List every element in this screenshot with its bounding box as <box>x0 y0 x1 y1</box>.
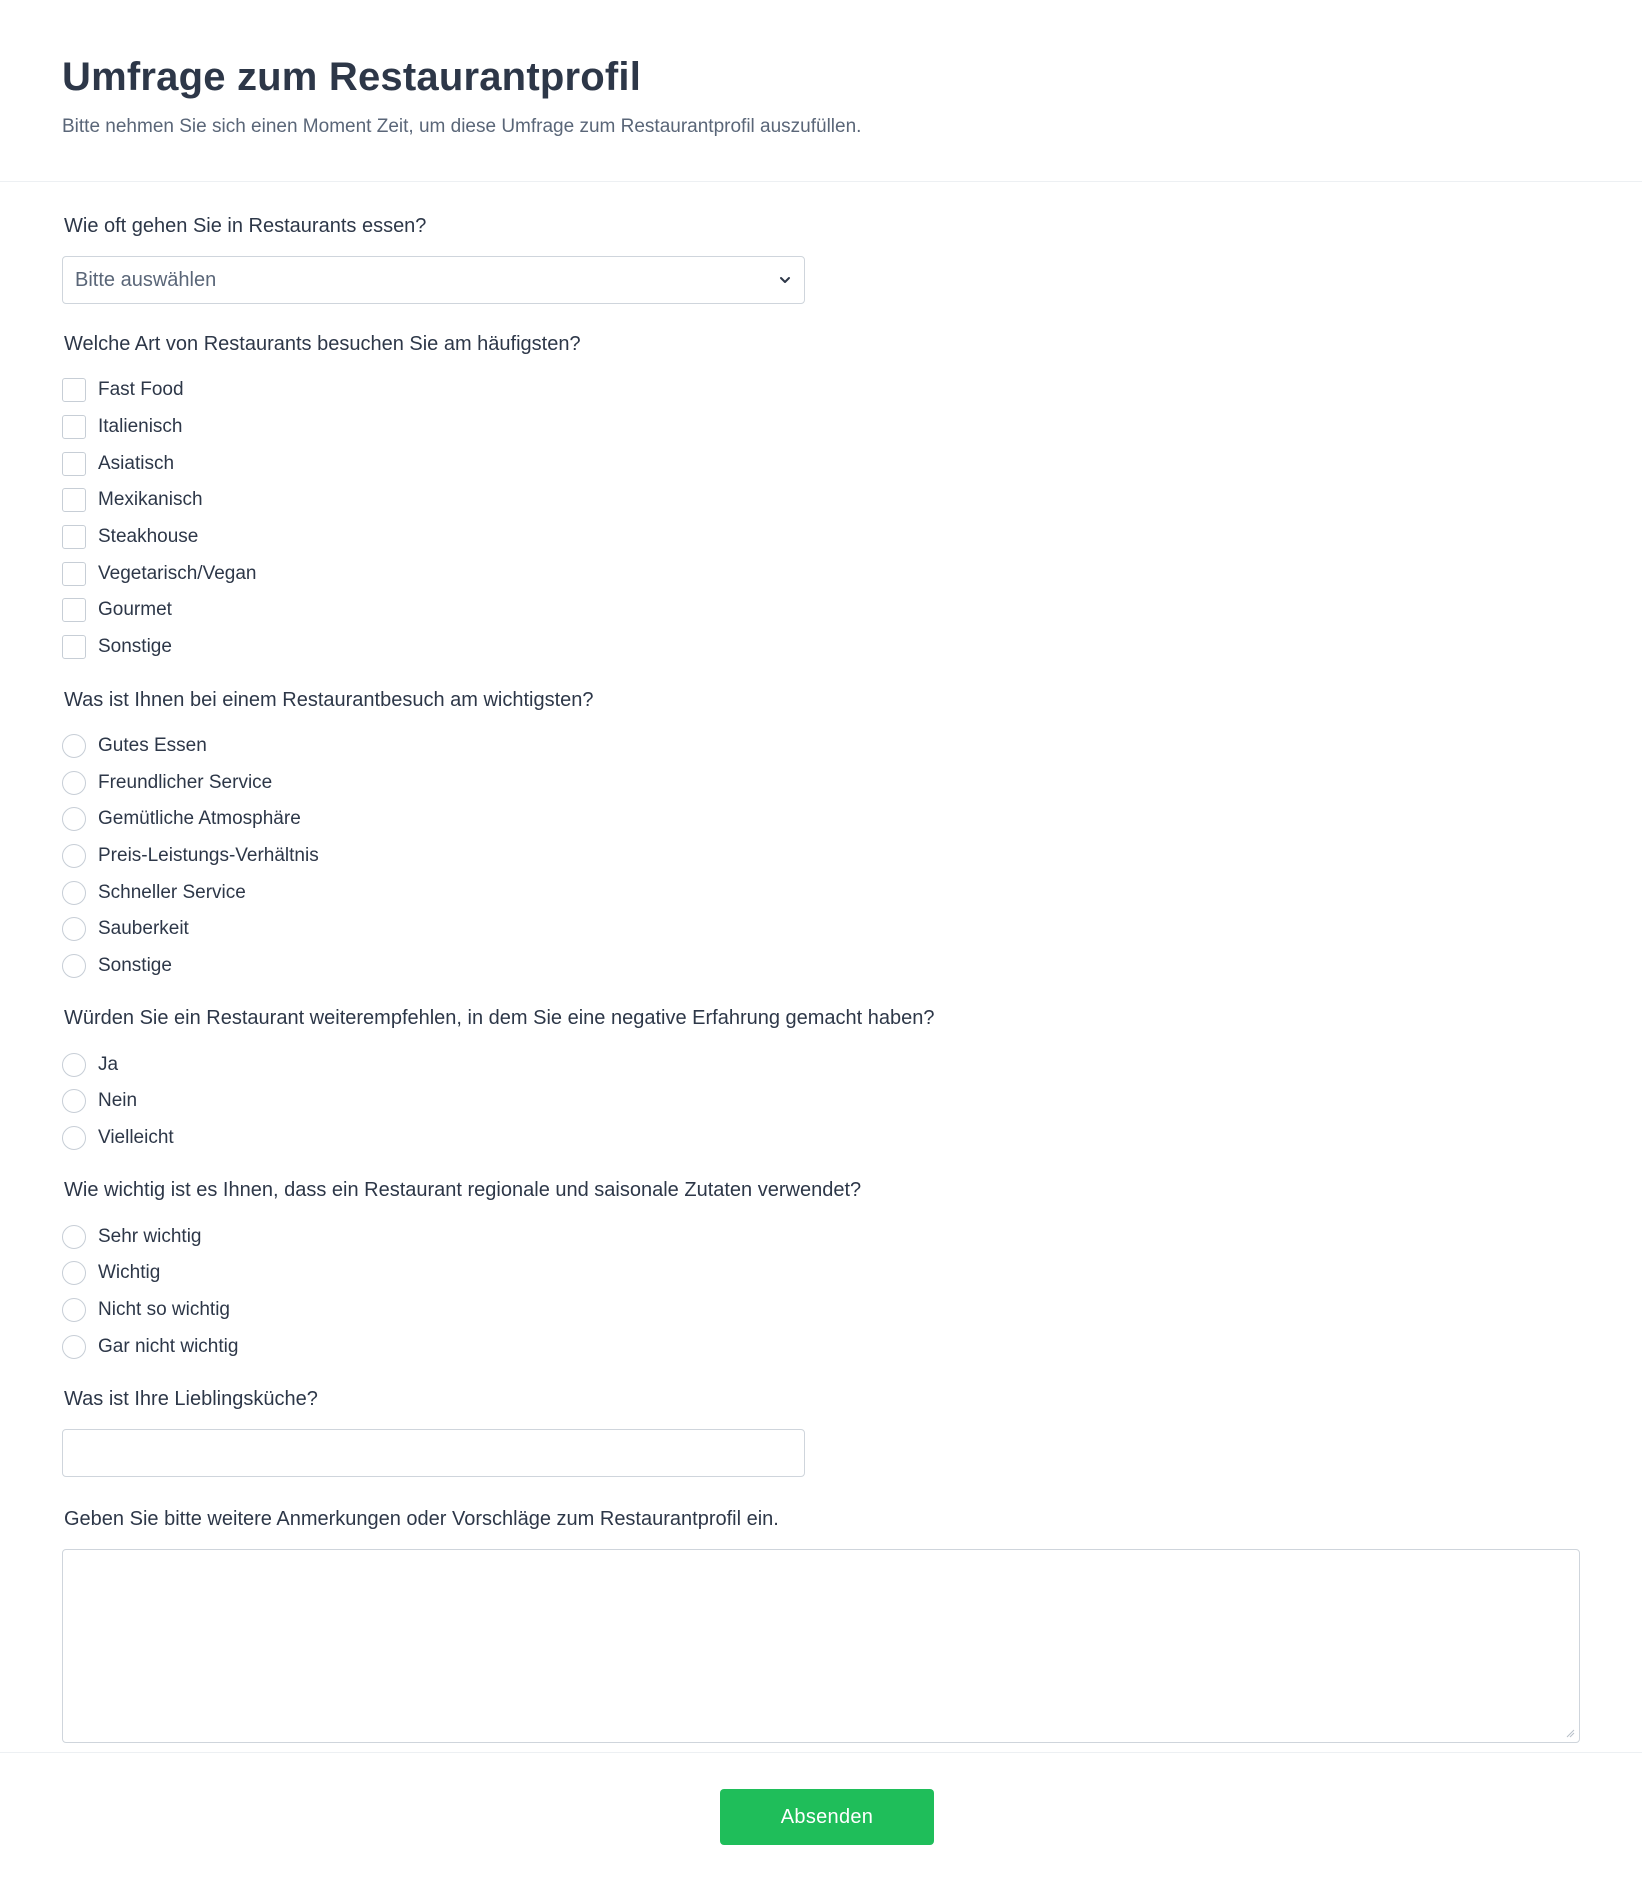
comments-textarea[interactable] <box>62 1549 1580 1743</box>
option-label[interactable]: Freundlicher Service <box>98 771 273 793</box>
question-recommend <box>62 1004 1580 1156</box>
submit-button[interactable]: Absenden <box>720 1789 934 1845</box>
page-subtitle: Bitte nehmen Sie sich einen Moment Zeit, um diese Umfrage zum Restaurantprofil auszufüllen. <box>62 116 862 137</box>
survey-form <box>0 182 1642 1743</box>
checkbox[interactable] <box>62 525 86 549</box>
option-label[interactable]: Asiatisch <box>98 452 175 474</box>
radio-button[interactable] <box>62 807 86 831</box>
option-label[interactable]: Preis-Leistungs-Verhältnis <box>98 844 319 866</box>
radio-option[interactable] <box>62 948 1580 985</box>
radio-option[interactable] <box>62 1120 1580 1157</box>
radio-option[interactable] <box>62 838 1580 875</box>
radio-option[interactable] <box>62 728 1580 765</box>
option-label[interactable]: Gutes Essen <box>98 734 207 756</box>
checkbox-option[interactable] <box>62 445 1580 482</box>
checkbox-option[interactable] <box>62 555 1580 592</box>
option-label[interactable]: Vielleicht <box>98 1127 174 1149</box>
question-label: Welche Art von Restaurants besuchen Sie am häufigsten? <box>64 333 581 355</box>
radio-button[interactable] <box>62 954 86 978</box>
option-label[interactable]: Vegetarisch/Vegan <box>98 562 257 584</box>
option-label[interactable]: Ja <box>98 1053 119 1075</box>
option-label[interactable]: Nicht so wichtig <box>98 1299 230 1321</box>
radio-button[interactable] <box>62 734 86 758</box>
radio-option[interactable] <box>62 1218 1580 1255</box>
radio-option[interactable] <box>62 1328 1580 1365</box>
radio-button[interactable] <box>62 1126 86 1150</box>
radio-option[interactable] <box>62 1292 1580 1329</box>
question-label: Was ist Ihre Lieblingsküche? <box>64 1388 318 1411</box>
radio-group <box>62 1046 1580 1156</box>
option-label[interactable]: Sonstige <box>98 636 172 658</box>
radio-button[interactable] <box>62 771 86 795</box>
checkbox-option[interactable] <box>62 372 1580 409</box>
radio-button[interactable] <box>62 917 86 941</box>
option-label[interactable]: Mexikanisch <box>98 489 203 511</box>
question-label: Wie wichtig ist es Ihnen, dass ein Restaurant regionale und saisonale Zutaten verwendet? <box>64 1179 862 1202</box>
radio-option[interactable] <box>62 764 1580 801</box>
question-label: Würden Sie ein Restaurant weiterempfehlen, in dem Sie eine negative Erfahrung gemacht haben? <box>64 1007 935 1030</box>
checkbox-option[interactable] <box>62 482 1580 519</box>
page-title: Umfrage zum Restaurantprofil <box>62 55 642 99</box>
radio-option[interactable] <box>62 1083 1580 1120</box>
checkbox-option[interactable] <box>62 629 1580 666</box>
form-footer <box>0 1752 1642 1892</box>
option-label[interactable]: Sauberkeit <box>98 918 189 940</box>
checkbox-option[interactable] <box>62 592 1580 629</box>
radio-option[interactable] <box>62 1046 1580 1083</box>
question-frequency <box>62 212 1580 304</box>
radio-option[interactable] <box>62 874 1580 911</box>
question-regional-ingredients <box>62 1176 1580 1365</box>
question-label: Wie oft gehen Sie in Restaurants essen? <box>64 215 427 237</box>
option-label[interactable]: Schneller Service <box>98 881 246 903</box>
option-label[interactable]: Fast Food <box>98 379 184 401</box>
question-most-important <box>62 686 1580 985</box>
radio-option[interactable] <box>62 1255 1580 1292</box>
option-label[interactable]: Gar nicht wichtig <box>98 1335 239 1357</box>
frequency-select[interactable] <box>62 256 805 304</box>
checkbox[interactable] <box>62 635 86 659</box>
radio-button[interactable] <box>62 1261 86 1285</box>
option-label[interactable]: Sonstige <box>98 954 172 976</box>
radio-button[interactable] <box>62 881 86 905</box>
option-label[interactable]: Gourmet <box>98 599 172 621</box>
radio-option[interactable] <box>62 801 1580 838</box>
checkbox[interactable] <box>62 415 86 439</box>
option-label[interactable]: Nein <box>98 1090 138 1112</box>
checkbox-group <box>62 372 1580 666</box>
radio-button[interactable] <box>62 1053 86 1077</box>
radio-button[interactable] <box>62 1225 86 1249</box>
radio-group <box>62 728 1580 985</box>
option-label[interactable]: Wichtig <box>98 1262 161 1284</box>
resize-handle-icon[interactable] <box>1565 1728 1575 1738</box>
option-label[interactable]: Sehr wichtig <box>98 1225 202 1247</box>
radio-button[interactable] <box>62 844 86 868</box>
checkbox-option[interactable] <box>62 409 1580 446</box>
favorite-cuisine-input[interactable] <box>62 1429 805 1477</box>
checkbox-option[interactable] <box>62 519 1580 556</box>
radio-button[interactable] <box>62 1089 86 1113</box>
option-label[interactable]: Steakhouse <box>98 526 199 548</box>
question-label: Was ist Ihnen bei einem Restaurantbesuch am wichtigsten? <box>64 688 594 711</box>
checkbox[interactable] <box>62 562 86 586</box>
radio-button[interactable] <box>62 1335 86 1359</box>
checkbox[interactable] <box>62 488 86 512</box>
option-label[interactable]: Italienisch <box>98 416 183 438</box>
select-value: Bitte auswählen <box>75 268 217 291</box>
checkbox[interactable] <box>62 452 86 476</box>
question-favorite-cuisine <box>62 1385 1580 1477</box>
form-header <box>0 0 1642 182</box>
radio-button[interactable] <box>62 1298 86 1322</box>
question-label: Geben Sie bitte weitere Anmerkungen oder Vorschläge zum Restaurantprofil ein. <box>64 1508 779 1531</box>
question-comments <box>62 1505 1580 1743</box>
question-restaurant-type <box>62 330 1580 666</box>
checkbox[interactable] <box>62 598 86 622</box>
radio-option[interactable] <box>62 911 1580 948</box>
radio-group <box>62 1218 1580 1365</box>
checkbox[interactable] <box>62 378 86 402</box>
chevron-down-icon <box>778 273 792 287</box>
option-label[interactable]: Gemütliche Atmosphäre <box>98 808 301 830</box>
